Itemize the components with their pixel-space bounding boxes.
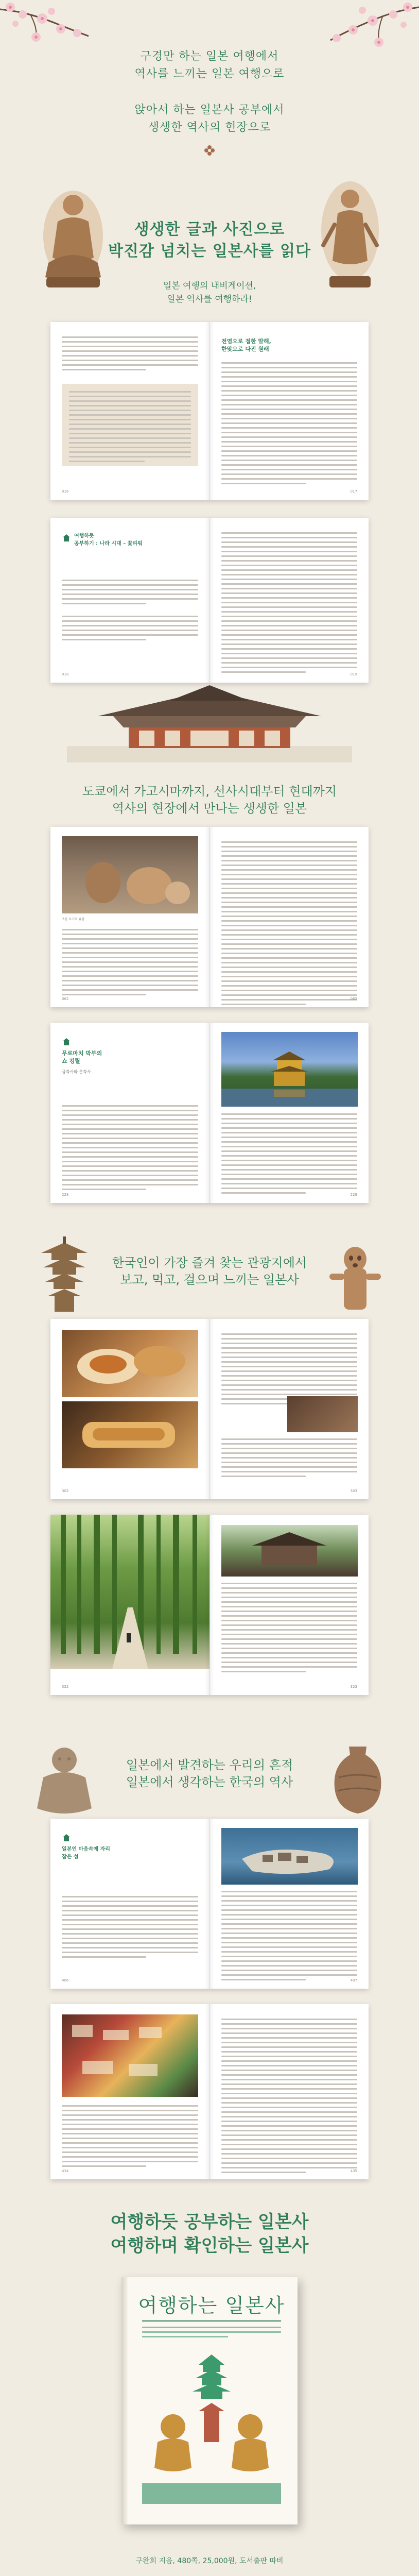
hero-line-4: 생생한 역사의 현장으로 [148,121,271,134]
temple-hall-illustration [67,680,352,762]
hero-section [0,0,419,304]
section-2-heading [0,783,419,817]
book-spread-8-right-page [210,2004,369,2179]
book-spread-2-left-page [50,518,210,683]
photo-caption: 조몬 토기와 유물 [62,918,85,921]
hero-sub-1: 일본 여행의 내비게이션, [163,281,256,291]
page-number: 018 [62,672,69,676]
page-number: 435 [350,2169,357,2173]
book-spread-6-right-page [210,1515,369,1695]
section-2-heading-line-2: 역사의 현장에서 만나는 생생한 일본 [112,801,307,816]
hero-sub-2: 일본 역사를 여행하라! [167,294,252,304]
market-photo [62,2014,198,2097]
jomon-pottery-photo [62,836,198,913]
book-spread-1-right-page [210,322,369,500]
hero-heading-2: 박진감 넘치는 일본사를 읽다 [108,242,311,260]
section-4-heading-line-1: 일본에서 발견하는 우리의 흔적 [126,1758,293,1772]
chapter-title-line-2: 쇼 킹릴 [62,1058,80,1064]
book-spread-7-left-page [50,1819,210,1989]
restaurant-photo [287,1396,358,1432]
book-cover-rule [142,2320,281,2321]
page-number: 322 [62,1685,69,1689]
page-number: 302 [62,1489,69,1493]
chapter-title-line-1: 일본인 마음속에 자리 [62,1846,110,1852]
page-number: 323 [350,1685,357,1689]
chapter-title-line-2: 공부하기 : 나라 시대 – 꽃피워 [74,541,143,547]
book-spread-3-left-page [50,827,210,1007]
chapter-title-line-1: 여행하듯 [74,533,94,539]
book-spread-4-left-page [50,1023,210,1203]
book-spread-5 [50,1319,369,1499]
section-4-heading-line-2: 일본에서 생각하는 한국의 역사 [126,1775,293,1789]
chapter-title-line-1: 전염으로 접한 말해, [221,338,271,345]
temple-icon [62,1037,71,1046]
temple-garden-photo [221,1525,358,1577]
book-spread-1 [50,322,369,500]
page-number: 407 [350,1978,357,1982]
section-4-heading [0,1757,419,1791]
page-number: 017 [350,489,357,494]
book-spread-5-right-page [210,1319,369,1499]
book-spread-6-left-page [50,1515,210,1695]
book-spread-4-right-page [210,1023,369,1203]
book-spread-7-right-page [210,1819,369,1989]
book-spread-3 [50,827,369,1007]
book-cover [121,2277,298,2524]
hero-line-1: 구경만 하는 일본 여행에서 [140,50,279,63]
section-2-heading-line-1: 도쿄에서 가고시마까지, 선사시대부터 현대까지 [82,784,337,799]
page-number: 016 [62,489,69,494]
book-cover-title: 여행하는 일본사 [138,2294,285,2317]
closing-line-2: 여행하며 확인하는 일본사 [110,2235,309,2256]
section-3-heading [0,1255,419,1289]
chapter-title-line-1: 무로마치 막부의 [62,1050,102,1057]
closing-line-1: 여행하듯 공부하는 일본사 [110,2212,309,2232]
book-spread-7 [50,1819,369,1989]
book-cover-artwork [142,2349,281,2504]
book-spread-6 [50,1515,369,1695]
chapter-title-line-2: 잡은 섬 [62,1854,79,1860]
section-3-heading-line-1: 한국인이 가장 즐겨 찾는 관광지에서 [112,1256,307,1270]
page-number: 303 [350,1489,357,1493]
chapter-subtitle: 금각사와 은각사 [62,1070,91,1074]
book-spread-4 [50,1023,369,1203]
bamboo-forest-photo [50,1515,210,1669]
flower-ornament-icon [204,145,215,156]
page-number: 019 [350,672,357,676]
japanese-food-photo-2 [62,1401,198,1468]
book-spread-2 [50,518,369,683]
book-spread-3-right-page [210,827,369,1007]
page-number: 434 [62,2169,69,2173]
hero-heading-1: 생생한 글과 사진으로 [134,221,285,239]
island-aerial-photo [221,1828,358,1885]
section-3-heading-line-2: 보고, 먹고, 걸으며 느끼는 일본사 [120,1273,299,1287]
hero-line-3: 앉아서 하는 일본사 공부에서 [134,104,285,116]
book-spread-8 [50,2004,369,2179]
temple-icon [62,533,71,543]
chapter-title-line-2: 한맞으로 다진 원래 [221,346,269,352]
japanese-food-photo-1 [62,1330,198,1397]
temple-icon [62,1833,71,1842]
golden-pavilion-photo [221,1032,358,1107]
page-number: 228 [62,1193,69,1197]
page-number: 406 [62,1978,69,1982]
book-spread-8-left-page [50,2004,210,2179]
book-spread-1-left-page [50,322,210,500]
book-spread-5-left-page [50,1319,210,1499]
book-spread-2-right-page [210,518,369,683]
hero-line-2: 역사를 느끼는 일본 여행으로 [134,67,285,80]
page-number: 062 [62,997,69,1001]
closing-section [0,2210,419,2258]
page-number: 063 [350,997,357,1001]
book-spine-shadow [121,2277,129,2524]
page-number: 229 [350,1193,357,1197]
book-info: 구완회 지음, 480쪽, 25,000원, 도서출판 따비 [135,2557,284,2565]
